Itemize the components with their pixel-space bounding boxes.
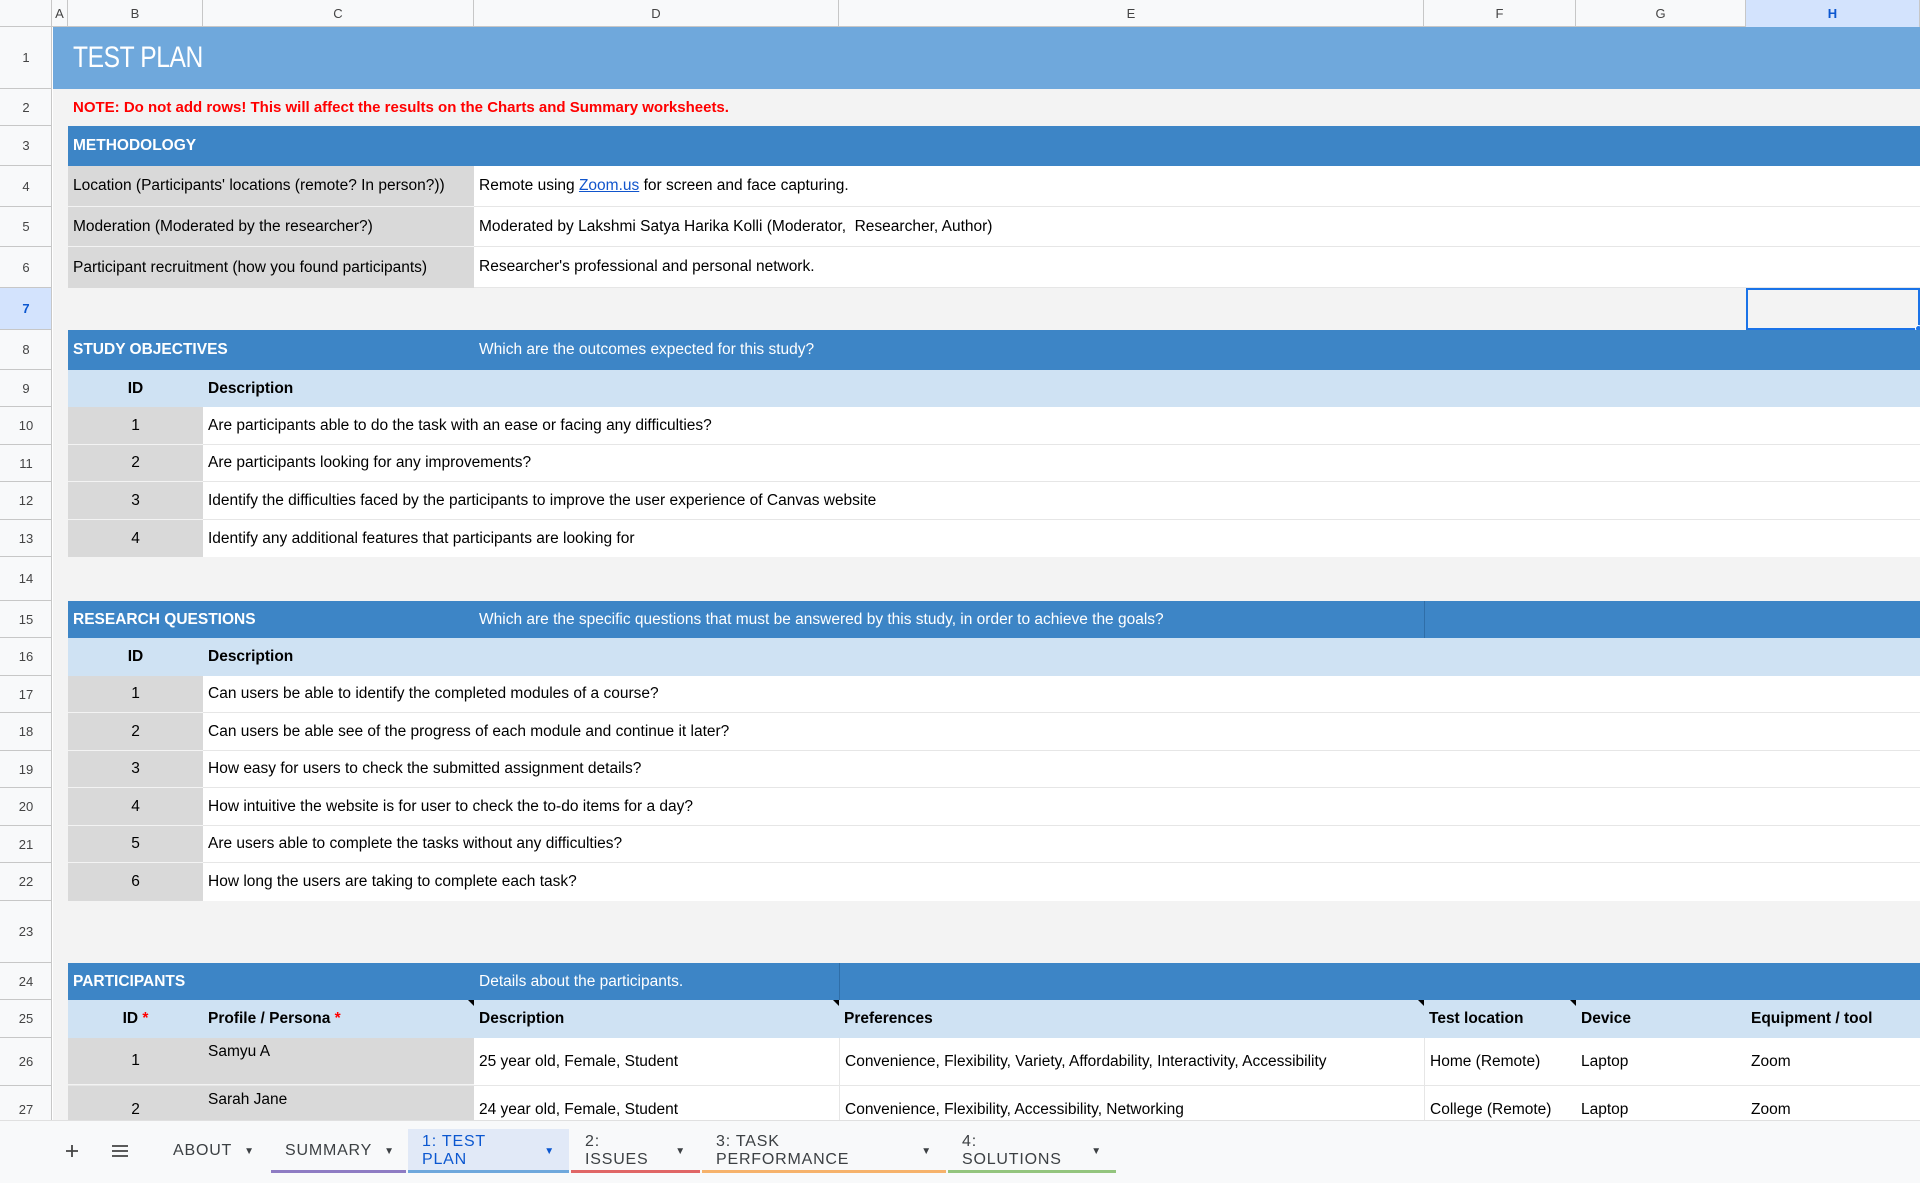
menu-icon — [111, 1144, 129, 1158]
participant-name[interactable]: Sarah Jane — [203, 1086, 474, 1120]
study-objectives-title[interactable]: STUDY OBJECTIVES — [73, 341, 228, 358]
preferences-header[interactable]: Preferences — [844, 1010, 933, 1027]
row-number[interactable]: 26 — [0, 1038, 52, 1086]
question-id[interactable]: 3 — [68, 751, 203, 788]
column-header-f[interactable]: F — [1424, 0, 1576, 27]
methodology-title[interactable]: METHODOLOGY — [73, 137, 197, 154]
questions-column-header — [68, 638, 1920, 676]
row-number[interactable]: 27 — [0, 1086, 52, 1120]
study-objectives-header — [68, 330, 1920, 370]
row-number[interactable]: 12 — [0, 482, 52, 520]
participant-device[interactable]: Laptop — [1581, 1101, 1629, 1118]
participant-location[interactable]: Home (Remote) — [1424, 1038, 1576, 1085]
equipment-tool-header[interactable]: Equipment / tool — [1751, 1010, 1873, 1027]
row-number[interactable]: 14 — [0, 557, 52, 601]
tab-label: 1: TEST PLAN — [422, 1133, 486, 1168]
methodology-header — [68, 126, 1920, 166]
methodology-label[interactable]: Moderation (Moderated by the researcher?) — [68, 207, 474, 247]
column-header-e[interactable]: E — [839, 0, 1424, 27]
objective-row — [68, 407, 1920, 445]
row-number[interactable]: 11 — [0, 445, 52, 482]
tab-color-bar — [702, 1170, 946, 1173]
methodology-label[interactable]: Participant recruitment (how you found participants) — [68, 247, 474, 288]
participants-title[interactable]: PARTICIPANTS — [73, 972, 186, 990]
profile-persona-label: Profile / Persona — [208, 1010, 331, 1027]
question-id[interactable]: 1 — [68, 676, 203, 713]
objective-text[interactable]: Identify the difficulties faced by the participants to improve the user experience of Canvas website — [203, 482, 1920, 520]
questions-description-header[interactable]: Description — [208, 648, 294, 665]
tab-summary[interactable] — [271, 1129, 406, 1173]
row-number[interactable]: 24 — [0, 963, 52, 1000]
methodology-row — [68, 207, 1920, 247]
sheet-tab-bar — [0, 1120, 1920, 1183]
objective-row — [68, 445, 1920, 482]
participant-description[interactable]: 25 year old, Female, Student — [479, 1052, 679, 1070]
tab-issues[interactable] — [571, 1129, 700, 1173]
methodology-value[interactable]: Researcher's professional and personal network. — [474, 247, 1920, 288]
question-row — [68, 863, 1920, 901]
row-number[interactable]: 10 — [0, 407, 52, 445]
tab-label: 4: SOLUTIONS — [962, 1133, 1062, 1168]
column-header-a[interactable]: A — [52, 0, 68, 27]
row-number[interactable]: 3 — [0, 126, 52, 166]
row-number[interactable]: 8 — [0, 330, 52, 370]
questions-id-header[interactable]: ID — [127, 648, 144, 665]
tab-menu-arrow-icon[interactable]: ▼ — [675, 1145, 686, 1157]
objective-row — [68, 520, 1920, 557]
participant-row — [68, 1038, 1920, 1086]
column-header-bar — [0, 0, 1920, 27]
tab-menu-arrow-icon[interactable]: ▼ — [921, 1145, 932, 1157]
note-row — [53, 89, 1920, 126]
row-number[interactable]: 6 — [0, 247, 52, 288]
objective-text[interactable]: Identify any additional features that participants are looking for — [203, 520, 1920, 557]
objective-text[interactable]: Are participants looking for any improvements? — [203, 445, 1920, 482]
participant-location[interactable]: College (Remote) — [1424, 1086, 1576, 1120]
row-number[interactable]: 18 — [0, 713, 52, 751]
row-number[interactable]: 7 — [0, 288, 52, 330]
participant-tool[interactable]: Zoom — [1751, 1052, 1791, 1070]
participants-id-label: ID — [122, 1010, 139, 1027]
methodology-value[interactable] — [474, 166, 1920, 207]
methodology-value[interactable]: Moderated by Lakshmi Satya Harika Kolli (Moderator, Researcher, Author) — [474, 207, 1920, 247]
tab-color-bar — [408, 1170, 569, 1173]
tab-about[interactable] — [159, 1129, 271, 1173]
participant-name[interactable]: Samyu A — [203, 1038, 474, 1085]
tab-menu-arrow-icon[interactable]: ▼ — [244, 1145, 255, 1157]
study-objectives-subtitle[interactable]: Which are the outcomes expected for this study? — [479, 341, 815, 358]
research-questions-title[interactable]: RESEARCH QUESTIONS — [73, 610, 256, 628]
row-number[interactable]: 19 — [0, 751, 52, 788]
row-number[interactable]: 9 — [0, 370, 52, 407]
question-row — [68, 751, 1920, 788]
test-location-header[interactable]: Test location — [1429, 1010, 1524, 1027]
research-questions-subtitle[interactable]: Which are the specific questions that must be answered by this study, in order to achieve the goals? — [479, 610, 1164, 628]
device-header[interactable]: Device — [1581, 1010, 1631, 1027]
select-all-corner[interactable] — [0, 0, 52, 27]
row-number[interactable]: 13 — [0, 520, 52, 557]
objective-id[interactable]: 1 — [68, 407, 203, 445]
participant-id[interactable]: 1 — [68, 1038, 203, 1085]
participants-header — [68, 963, 1920, 1000]
question-row — [68, 788, 1920, 826]
participants-id-header[interactable] — [68, 1000, 203, 1038]
row-number[interactable]: 21 — [0, 826, 52, 863]
profile-persona-header[interactable] — [203, 1000, 474, 1038]
tab-menu-arrow-icon[interactable]: ▼ — [544, 1145, 555, 1157]
participant-preferences[interactable]: Convenience, Flexibility, Accessibility, Networking — [839, 1086, 1424, 1120]
row-number[interactable]: 17 — [0, 676, 52, 713]
column-header-h[interactable]: H — [1746, 0, 1920, 27]
column-header-d[interactable]: D — [474, 0, 839, 27]
objective-id[interactable]: 3 — [68, 482, 203, 520]
row-number[interactable]: 5 — [0, 207, 52, 247]
row-number[interactable]: 15 — [0, 601, 52, 638]
question-row — [68, 826, 1920, 863]
required-mark: * — [334, 1010, 341, 1027]
objectives-id-header[interactable]: ID — [127, 379, 144, 397]
objective-text[interactable]: Are participants able to do the task with an ease or facing any difficulties? — [203, 407, 1920, 445]
row-number[interactable]: 4 — [0, 166, 52, 207]
zoom-link[interactable]: Zoom.us — [578, 177, 640, 194]
objective-row — [68, 482, 1920, 520]
question-text[interactable]: How intuitive the website is for user to check the to-do items for a day? — [203, 788, 1920, 826]
row-number[interactable]: 1 — [0, 27, 52, 89]
row-number[interactable]: 25 — [0, 1000, 52, 1038]
cell-selection-box[interactable] — [1746, 288, 1920, 330]
methodology-row — [68, 166, 1920, 207]
question-id[interactable]: 6 — [68, 863, 203, 901]
all-sheets-button[interactable] — [104, 1135, 136, 1167]
question-text[interactable]: Can users be able to identify the completed modules of a course? — [203, 676, 1920, 713]
tab-color-bar — [271, 1170, 406, 1173]
tab-test-plan[interactable] — [408, 1129, 569, 1173]
row-number[interactable]: 22 — [0, 863, 52, 901]
question-text[interactable]: Can users be able see of the progress of each module and continue it later? — [203, 713, 1920, 751]
question-text[interactable]: Are users able to complete the tasks without any difficulties? — [203, 826, 1920, 863]
objectives-description-header[interactable]: Description — [208, 379, 294, 397]
objectives-column-header — [68, 370, 1920, 407]
tab-label: 3: TASK PERFORMANCE — [716, 1133, 850, 1168]
row-number-gutter — [0, 27, 52, 1120]
tab-menu-arrow-icon[interactable]: ▼ — [384, 1145, 395, 1157]
add-sheet-button[interactable] — [56, 1135, 88, 1167]
tab-label: SUMMARY — [285, 1142, 373, 1159]
description-header[interactable]: Description — [479, 1010, 565, 1027]
question-row — [68, 676, 1920, 713]
research-questions-header — [68, 601, 1920, 638]
header-divider — [839, 963, 840, 1000]
header-divider — [1424, 601, 1425, 638]
methodology-row — [68, 247, 1920, 288]
tab-color-bar — [159, 1170, 271, 1173]
tab-color-bar — [571, 1170, 700, 1173]
required-mark: * — [142, 1010, 149, 1027]
tab-task-performance[interactable] — [702, 1129, 946, 1173]
title-banner — [53, 27, 1920, 89]
row-number[interactable]: 16 — [0, 638, 52, 676]
participant-row — [68, 1086, 1920, 1120]
participant-description[interactable]: 24 year old, Female, Student — [479, 1101, 679, 1118]
objective-id[interactable]: 2 — [68, 445, 203, 482]
column-header-b[interactable]: B — [68, 0, 203, 27]
methodology-label[interactable]: Location (Participants' locations (remote? In person?)) — [68, 166, 474, 207]
row-number[interactable]: 2 — [0, 89, 52, 126]
question-text[interactable]: How long the users are taking to complete each task? — [203, 863, 1920, 901]
participant-device[interactable]: Laptop — [1581, 1052, 1629, 1070]
tab-label: ABOUT — [173, 1142, 233, 1159]
methodology-value-suffix: for screen and face capturing. — [639, 177, 849, 194]
warning-note[interactable]: NOTE: Do not add rows! This will affect the results on the Charts and Summary worksheets. — [73, 99, 729, 116]
participant-id[interactable]: 2 — [68, 1086, 203, 1120]
tab-label: 2: ISSUES — [585, 1133, 649, 1168]
column-header-g[interactable]: G — [1576, 0, 1746, 27]
question-text[interactable]: How easy for users to check the submitted assignment details? — [203, 751, 1920, 788]
plus-icon — [64, 1143, 80, 1159]
column-header-c[interactable]: C — [203, 0, 474, 27]
participant-tool[interactable]: Zoom — [1751, 1101, 1791, 1118]
tab-menu-arrow-icon[interactable]: ▼ — [1091, 1145, 1102, 1157]
objective-id[interactable]: 4 — [68, 520, 203, 557]
tab-color-bar — [948, 1170, 1116, 1173]
sheet-title-text: TEST PLAN — [73, 41, 203, 74]
row-number[interactable]: 23 — [0, 901, 52, 963]
sheet-title[interactable] — [68, 27, 668, 89]
row-number[interactable]: 20 — [0, 788, 52, 826]
participant-preferences[interactable]: Convenience, Flexibility, Variety, Affordability, Interactivity, Accessibility — [839, 1038, 1424, 1085]
question-id[interactable]: 5 — [68, 826, 203, 863]
sheet-grid[interactable] — [53, 27, 1920, 1120]
question-id[interactable]: 4 — [68, 788, 203, 826]
methodology-value-prefix: Remote using — [479, 177, 579, 194]
question-id[interactable]: 2 — [68, 713, 203, 751]
tab-solutions[interactable] — [948, 1129, 1116, 1173]
question-row — [68, 713, 1920, 751]
participants-column-header — [68, 1000, 1920, 1038]
participants-subtitle[interactable]: Details about the participants. — [479, 972, 684, 990]
